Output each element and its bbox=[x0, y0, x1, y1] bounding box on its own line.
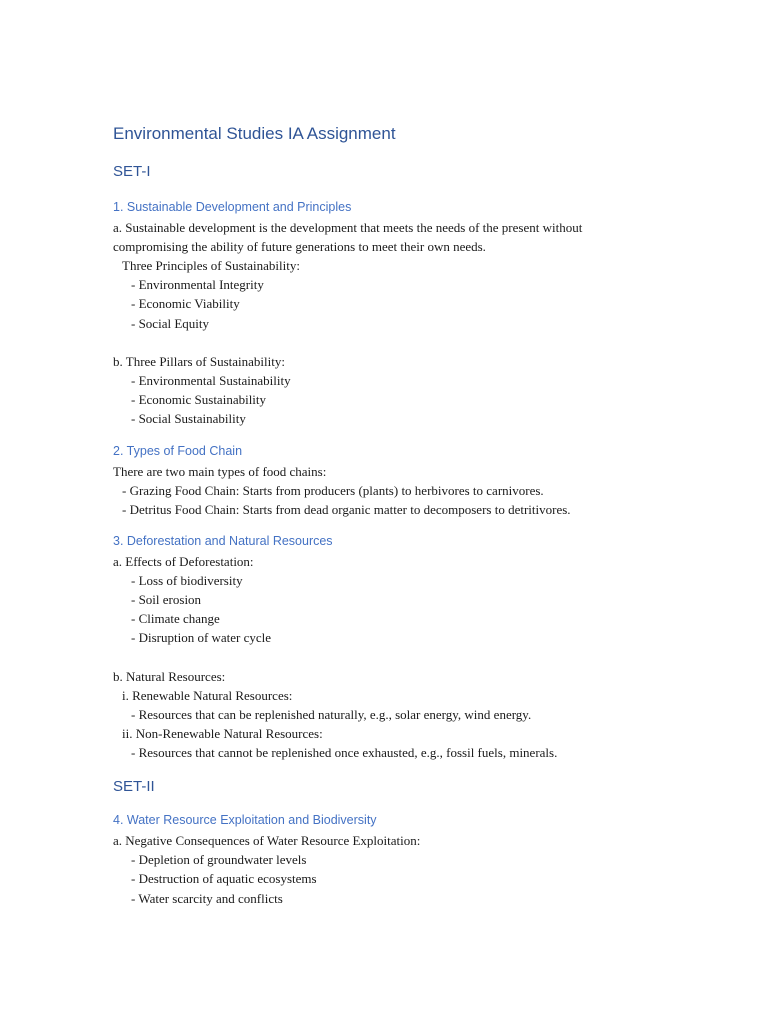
text-line: There are two main types of food chains: bbox=[113, 464, 327, 479]
section-4-heading: 4. Water Resource Exploitation and Biodiversity bbox=[113, 813, 377, 827]
list-item: - Disruption of water cycle bbox=[131, 630, 272, 645]
set-2-heading: SET-II bbox=[113, 778, 155, 795]
set-1-heading: SET-I bbox=[113, 163, 151, 180]
list-item: - Soil erosion bbox=[131, 592, 202, 607]
text-line: b. Three Pillars of Sustainability: bbox=[113, 354, 285, 369]
text-line: a. Effects of Deforestation: bbox=[113, 554, 254, 569]
list-item: - Detritus Food Chain: Starts from dead organic matter to decomposers to detritivores. bbox=[122, 502, 571, 517]
list-item: - Grazing Food Chain: Starts from producers (plants) to herbivores to carnivores. bbox=[122, 483, 544, 498]
text-line: a. Negative Consequences of Water Resource Exploitation: bbox=[113, 833, 421, 848]
text-line: b. Natural Resources: bbox=[113, 669, 226, 684]
list-item: - Social Sustainability bbox=[131, 411, 246, 426]
list-item: - Economic Sustainability bbox=[131, 392, 267, 407]
list-item: - Loss of biodiversity bbox=[131, 573, 243, 588]
list-item: - Resources that can be replenished naturally, e.g., solar energy, wind energy. bbox=[131, 707, 532, 722]
text-line: ii. Non-Renewable Natural Resources: bbox=[122, 726, 323, 741]
list-item: - Economic Viability bbox=[131, 296, 240, 311]
text-line: a. Sustainable development is the development that meets the needs of the present without bbox=[113, 220, 583, 235]
list-item: - Environmental Integrity bbox=[131, 277, 264, 292]
list-item: - Environmental Sustainability bbox=[131, 373, 291, 388]
list-item: - Depletion of groundwater levels bbox=[131, 852, 307, 867]
section-2-heading: 2. Types of Food Chain bbox=[113, 444, 243, 458]
list-item: - Resources that cannot be replenished once exhausted, e.g., fossil fuels, minerals. bbox=[131, 745, 558, 760]
list-item: - Social Equity bbox=[131, 316, 209, 331]
section-3-heading: 3. Deforestation and Natural Resources bbox=[113, 534, 333, 548]
text-line: i. Renewable Natural Resources: bbox=[122, 688, 293, 703]
text-line: compromising the ability of future generations to meet their own needs. bbox=[113, 239, 486, 254]
list-item: - Climate change bbox=[131, 611, 220, 626]
list-item: - Destruction of aquatic ecosystems bbox=[131, 871, 317, 886]
document-title: Environmental Studies IA Assignment bbox=[113, 124, 396, 143]
section-1-heading: 1. Sustainable Development and Principles bbox=[113, 200, 352, 214]
list-item: - Water scarcity and conflicts bbox=[131, 891, 283, 906]
text-line: Three Principles of Sustainability: bbox=[122, 258, 300, 273]
